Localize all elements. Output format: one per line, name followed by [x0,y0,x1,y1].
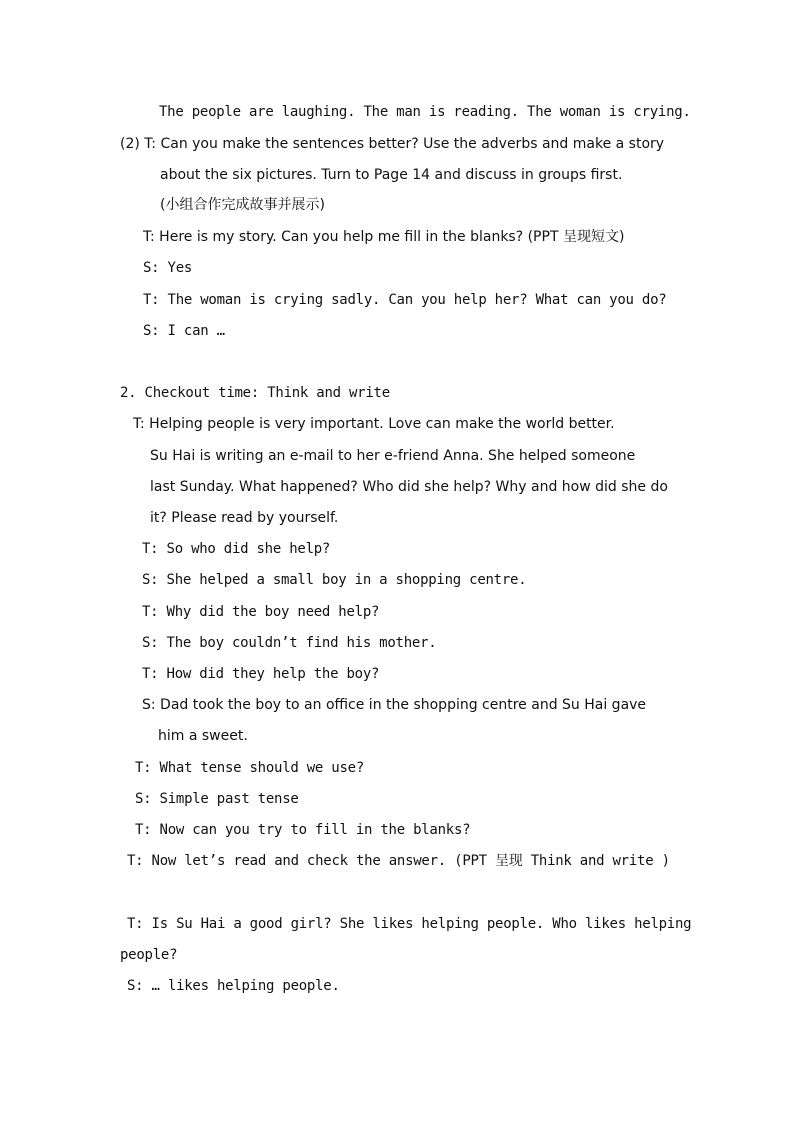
text-line: T: How did they help the boy? [142,666,380,682]
text-line: T: Helping people is very important. Love can make the world better. [133,416,615,432]
text-line: T: So who did she help? [142,541,331,557]
text-line: S: Dad took the boy to an office in the shopping centre and Su Hai gave [142,697,647,713]
text-line: it? Please read by yourself. [150,510,339,526]
text-line: T: What tense should we use? [135,760,365,776]
text-line: T: Is Su Hai a good girl? She likes helping people. Who likes helping [127,916,692,932]
text-line: S: She helped a small boy in a shopping centre. [142,572,527,588]
text-line: S: Simple past tense [135,791,299,807]
text-line: Su Hai is writing an e-mail to her e-friend Anna. She helped someone [150,448,636,464]
text-line: T: The woman is crying sadly. Can you help her? What can you do? [143,292,667,308]
text-line: S: … likes helping people. [127,978,340,994]
text-line: (2) T: Can you make the sentences better? Use the adverbs and make a story [120,136,665,152]
text-line: T: Here is my story. Can you help me fill in the blanks? (PPT 呈现短文) [143,229,625,245]
section-heading: 2. Checkout time: Think and write [120,385,390,401]
text-line: S: The boy couldn’t find his mother. [142,635,437,651]
text-line: S: Yes [143,260,193,276]
text-line: T: Now can you try to fill in the blanks? [135,822,471,838]
text-line: T: Now let’s read and check the answer. (PPT 呈现 Think and write ) [127,853,670,869]
text-line: about the six pictures. Turn to Page 14 and discuss in groups first. [160,167,623,183]
text-line: last Sunday. What happened? Who did she help? Why and how did she do [150,479,668,495]
text-line: T: Why did the boy need help? [142,604,380,620]
text-line: him a sweet. [158,728,248,744]
text-line: The people are laughing. The man is reading. The woman is crying. [159,104,691,120]
text-line: S: I can … [143,323,225,339]
text-line: (小组合作完成故事并展示) [160,197,325,213]
text-line: people? [120,947,178,963]
